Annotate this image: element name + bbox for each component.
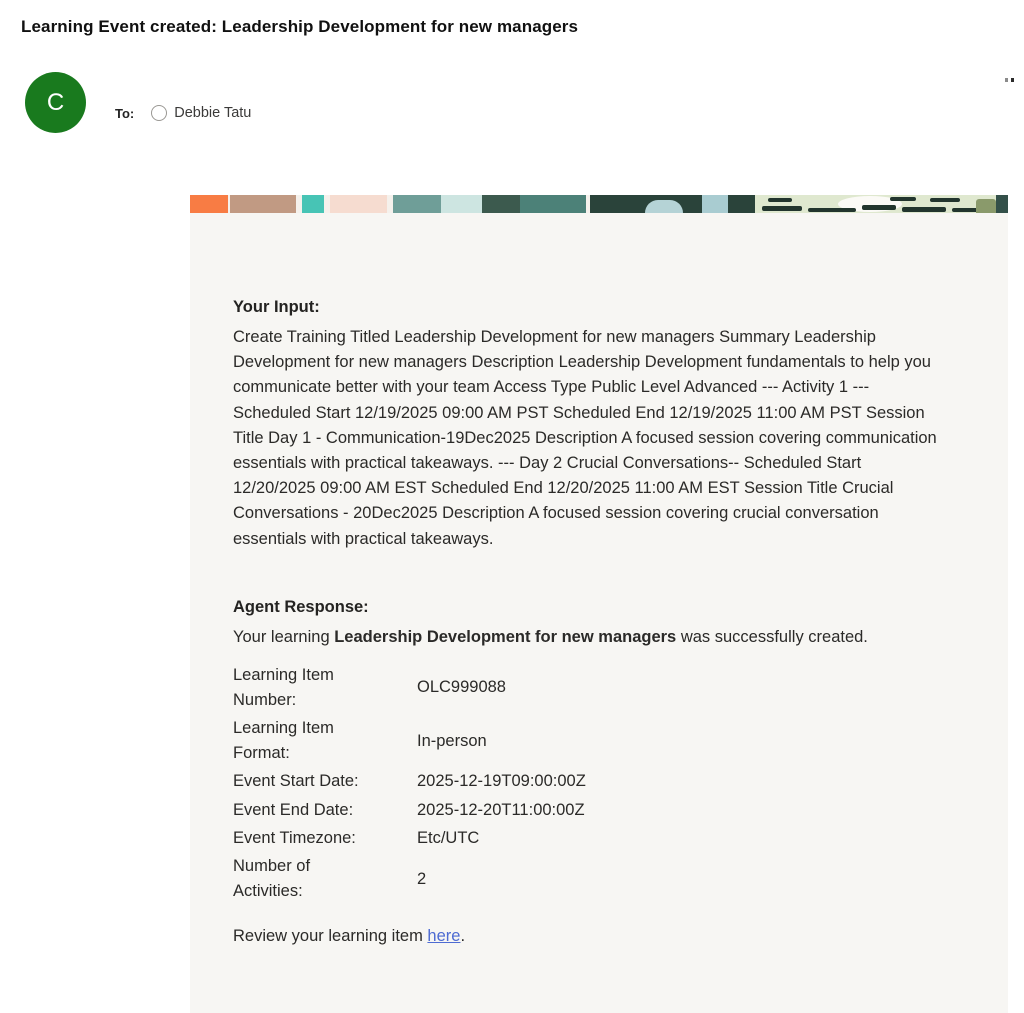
banner-segment: [520, 195, 586, 213]
your-input-text: Create Training Titled Leadership Development for new managers Summary Leadership Development for new managers Description Leadership Development fundamentals to help you communicate better with your team Access Type Public Level Advanced --- Activity 1 --- Scheduled Start 12/19/2025 09:00 AM PST Scheduled End 12/19/2025 11:00 AM PST Session Title Day 1 - Communication-19Dec2025 Description A focused session covering communication essentials with practical takeaways. --- Day 2 Crucial Conversations-- Scheduled Start 12/20/2025 09:00 AM EST Scheduled End 12/20/2025 11:00 AM EST Session Title Crucial Conversations - 20Dec2025 Description A focused session covering crucial conversation essentials with practical takeaways.: [233, 328, 937, 548]
overflow-dots-icon[interactable]: [1003, 76, 1016, 84]
recipient-row: [115, 105, 251, 121]
review-line: [233, 924, 965, 949]
banner-shape: [902, 207, 946, 212]
your-input-heading: Your Input:: [233, 298, 320, 316]
banner-segment: [190, 195, 228, 213]
detail-row: [233, 796, 939, 824]
banner-segment: [441, 195, 482, 213]
detail-row: [233, 824, 939, 852]
banner-segment: [482, 195, 520, 213]
detail-value: OLC999088: [417, 678, 506, 697]
recipient-chip[interactable]: [151, 105, 251, 121]
banner-shape: [762, 206, 802, 211]
recipient-presence-icon: [151, 105, 167, 121]
detail-value: 2: [417, 869, 427, 888]
decorative-banner-image: [190, 195, 1008, 213]
review-suffix: .: [460, 926, 466, 945]
detail-row: [233, 714, 939, 767]
detail-label: Learning Item Number:: [233, 665, 334, 709]
banner-shape: [890, 197, 916, 201]
banner-shape: [645, 200, 683, 213]
banner-segment: [230, 195, 296, 213]
email-content: [190, 213, 1008, 949]
detail-value: In-person: [417, 731, 487, 750]
banner-shape: [976, 199, 996, 213]
intro-suffix: was successfully created.: [676, 627, 868, 646]
detail-value: 2025-12-19T09:00:00Z: [417, 772, 586, 791]
banner-segment: [302, 195, 324, 213]
banner-shape: [702, 195, 728, 213]
detail-row: [233, 852, 939, 905]
detail-value: 2025-12-20T11:00:00Z: [417, 800, 585, 819]
banner-shape: [768, 198, 792, 202]
detail-label: Event Start Date:: [233, 772, 359, 791]
review-here-link[interactable]: here: [427, 926, 461, 945]
detail-value: Etc/UTC: [417, 828, 480, 847]
banner-shape: [862, 205, 896, 210]
detail-row: [233, 661, 939, 714]
learning-title-bold: Leadership Development for new managers: [334, 627, 677, 646]
email-body-card: [190, 195, 1008, 1013]
sender-avatar[interactable]: C: [25, 72, 86, 133]
learning-details-table: [233, 661, 939, 906]
banner-segment: [330, 195, 387, 213]
intro-prefix: Your learning: [233, 627, 335, 646]
banner-segment: [996, 195, 1008, 213]
detail-label: Event End Date:: [233, 800, 354, 819]
banner-segment: [393, 195, 441, 213]
agent-response-intro: [233, 625, 939, 650]
detail-row: [233, 768, 939, 796]
banner-shape: [930, 198, 960, 202]
review-prefix: Review your learning item: [233, 926, 428, 945]
email-subject: Learning Event created: Leadership Development for new managers: [21, 17, 579, 36]
recipient-name: Debbie Tatu: [174, 105, 252, 121]
detail-label: Number of Activities:: [233, 856, 311, 901]
banner-shape: [808, 208, 856, 212]
detail-label: Event Timezone:: [233, 828, 356, 847]
agent-response-heading: Agent Response:: [233, 597, 369, 616]
detail-label: Learning Item Format:: [233, 718, 334, 763]
to-label: To:: [115, 105, 135, 121]
